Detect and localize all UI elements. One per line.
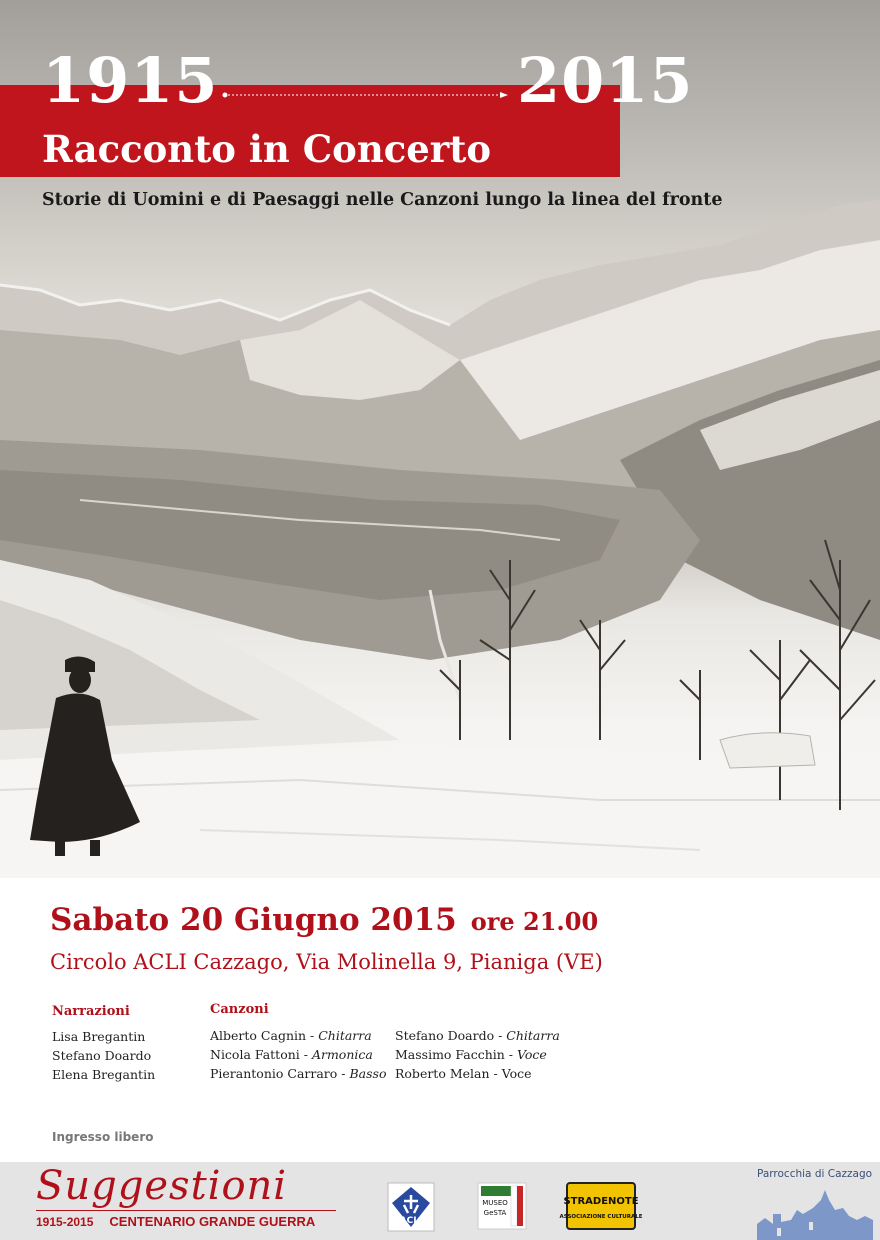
event-date (50, 902, 598, 939)
narrator-name: Lisa Bregantin (52, 1029, 146, 1044)
associazione-text: ASSOCIAZIONE CULTURALE (559, 1214, 643, 1220)
event-date-text: Sabato 20 Giugno 2015 (50, 902, 457, 938)
suggestioni-logo: Suggestioni (36, 1163, 288, 1209)
acli-logo-text: ACLI (399, 1216, 423, 1226)
parrocchia-label: Parrocchia di Cazzago (757, 1168, 873, 1180)
stradenote-text: STRADENOTE (563, 1196, 639, 1207)
canzoni-heading: Canzoni (210, 1002, 269, 1017)
church-silhouette-icon (757, 1190, 873, 1240)
musician-name: Massimo Facchin - (395, 1047, 517, 1062)
acli-logo-icon (388, 1183, 434, 1231)
musician-role: Chitarra (318, 1028, 372, 1043)
musician-name: Stefano Doardo - (395, 1028, 507, 1043)
event-time: ore 21.00 (470, 907, 599, 936)
stradenote-logo-icon (559, 1182, 643, 1230)
musician-entry (210, 1064, 386, 1083)
musician-entry (395, 1064, 560, 1083)
gesta-text: GeSTA (483, 1209, 507, 1217)
page-title: Racconto in Concerto (42, 127, 492, 171)
musician-role: Voce (516, 1047, 547, 1062)
narrazioni-heading: Narrazioni (52, 1004, 130, 1019)
centenario-years: 1915-2015 (36, 1215, 94, 1229)
canzoni-list-2 (395, 1026, 560, 1083)
centenario-text: CENTENARIO GRANDE GUERRA (109, 1214, 316, 1229)
event-venue: Circolo ACLI Cazzago, Via Molinella 9, Pianiga (VE) (50, 950, 603, 974)
musician-entry (395, 1045, 560, 1064)
page-subtitle: Storie di Uomini e di Paesaggi nelle Canzoni lungo la linea del fronte (42, 190, 723, 210)
musician-name: Alberto Cagnin - (210, 1028, 319, 1043)
musician-role: Armonica (311, 1047, 373, 1062)
narrazioni-list (52, 1027, 155, 1084)
narrator-name: Stefano Doardo (52, 1048, 152, 1063)
musician-entry (210, 1045, 386, 1064)
musician-name: Nicola Fattoni - (210, 1047, 312, 1062)
year-start: 1915 (42, 44, 219, 117)
centenario-line (36, 1214, 315, 1229)
musician-entry (210, 1026, 386, 1045)
year-end: 2015 (517, 44, 694, 117)
suggestioni-underline (36, 1210, 336, 1211)
museo-text: MUSEO (482, 1199, 508, 1207)
musician-role: Basso (349, 1066, 387, 1081)
musician-name: Roberto Melan - Voce (395, 1066, 532, 1081)
narrator-name: Elena Bregantin (52, 1067, 156, 1082)
musician-name: Pierantonio Carraro - (210, 1066, 350, 1081)
canzoni-list-1 (210, 1026, 386, 1083)
timeline-arrow-icon (222, 92, 508, 98)
entry-note: Ingresso libero (52, 1130, 154, 1144)
museo-gesta-logo-icon (478, 1183, 526, 1229)
musician-role: Chitarra (506, 1028, 560, 1043)
musician-entry (395, 1026, 560, 1045)
